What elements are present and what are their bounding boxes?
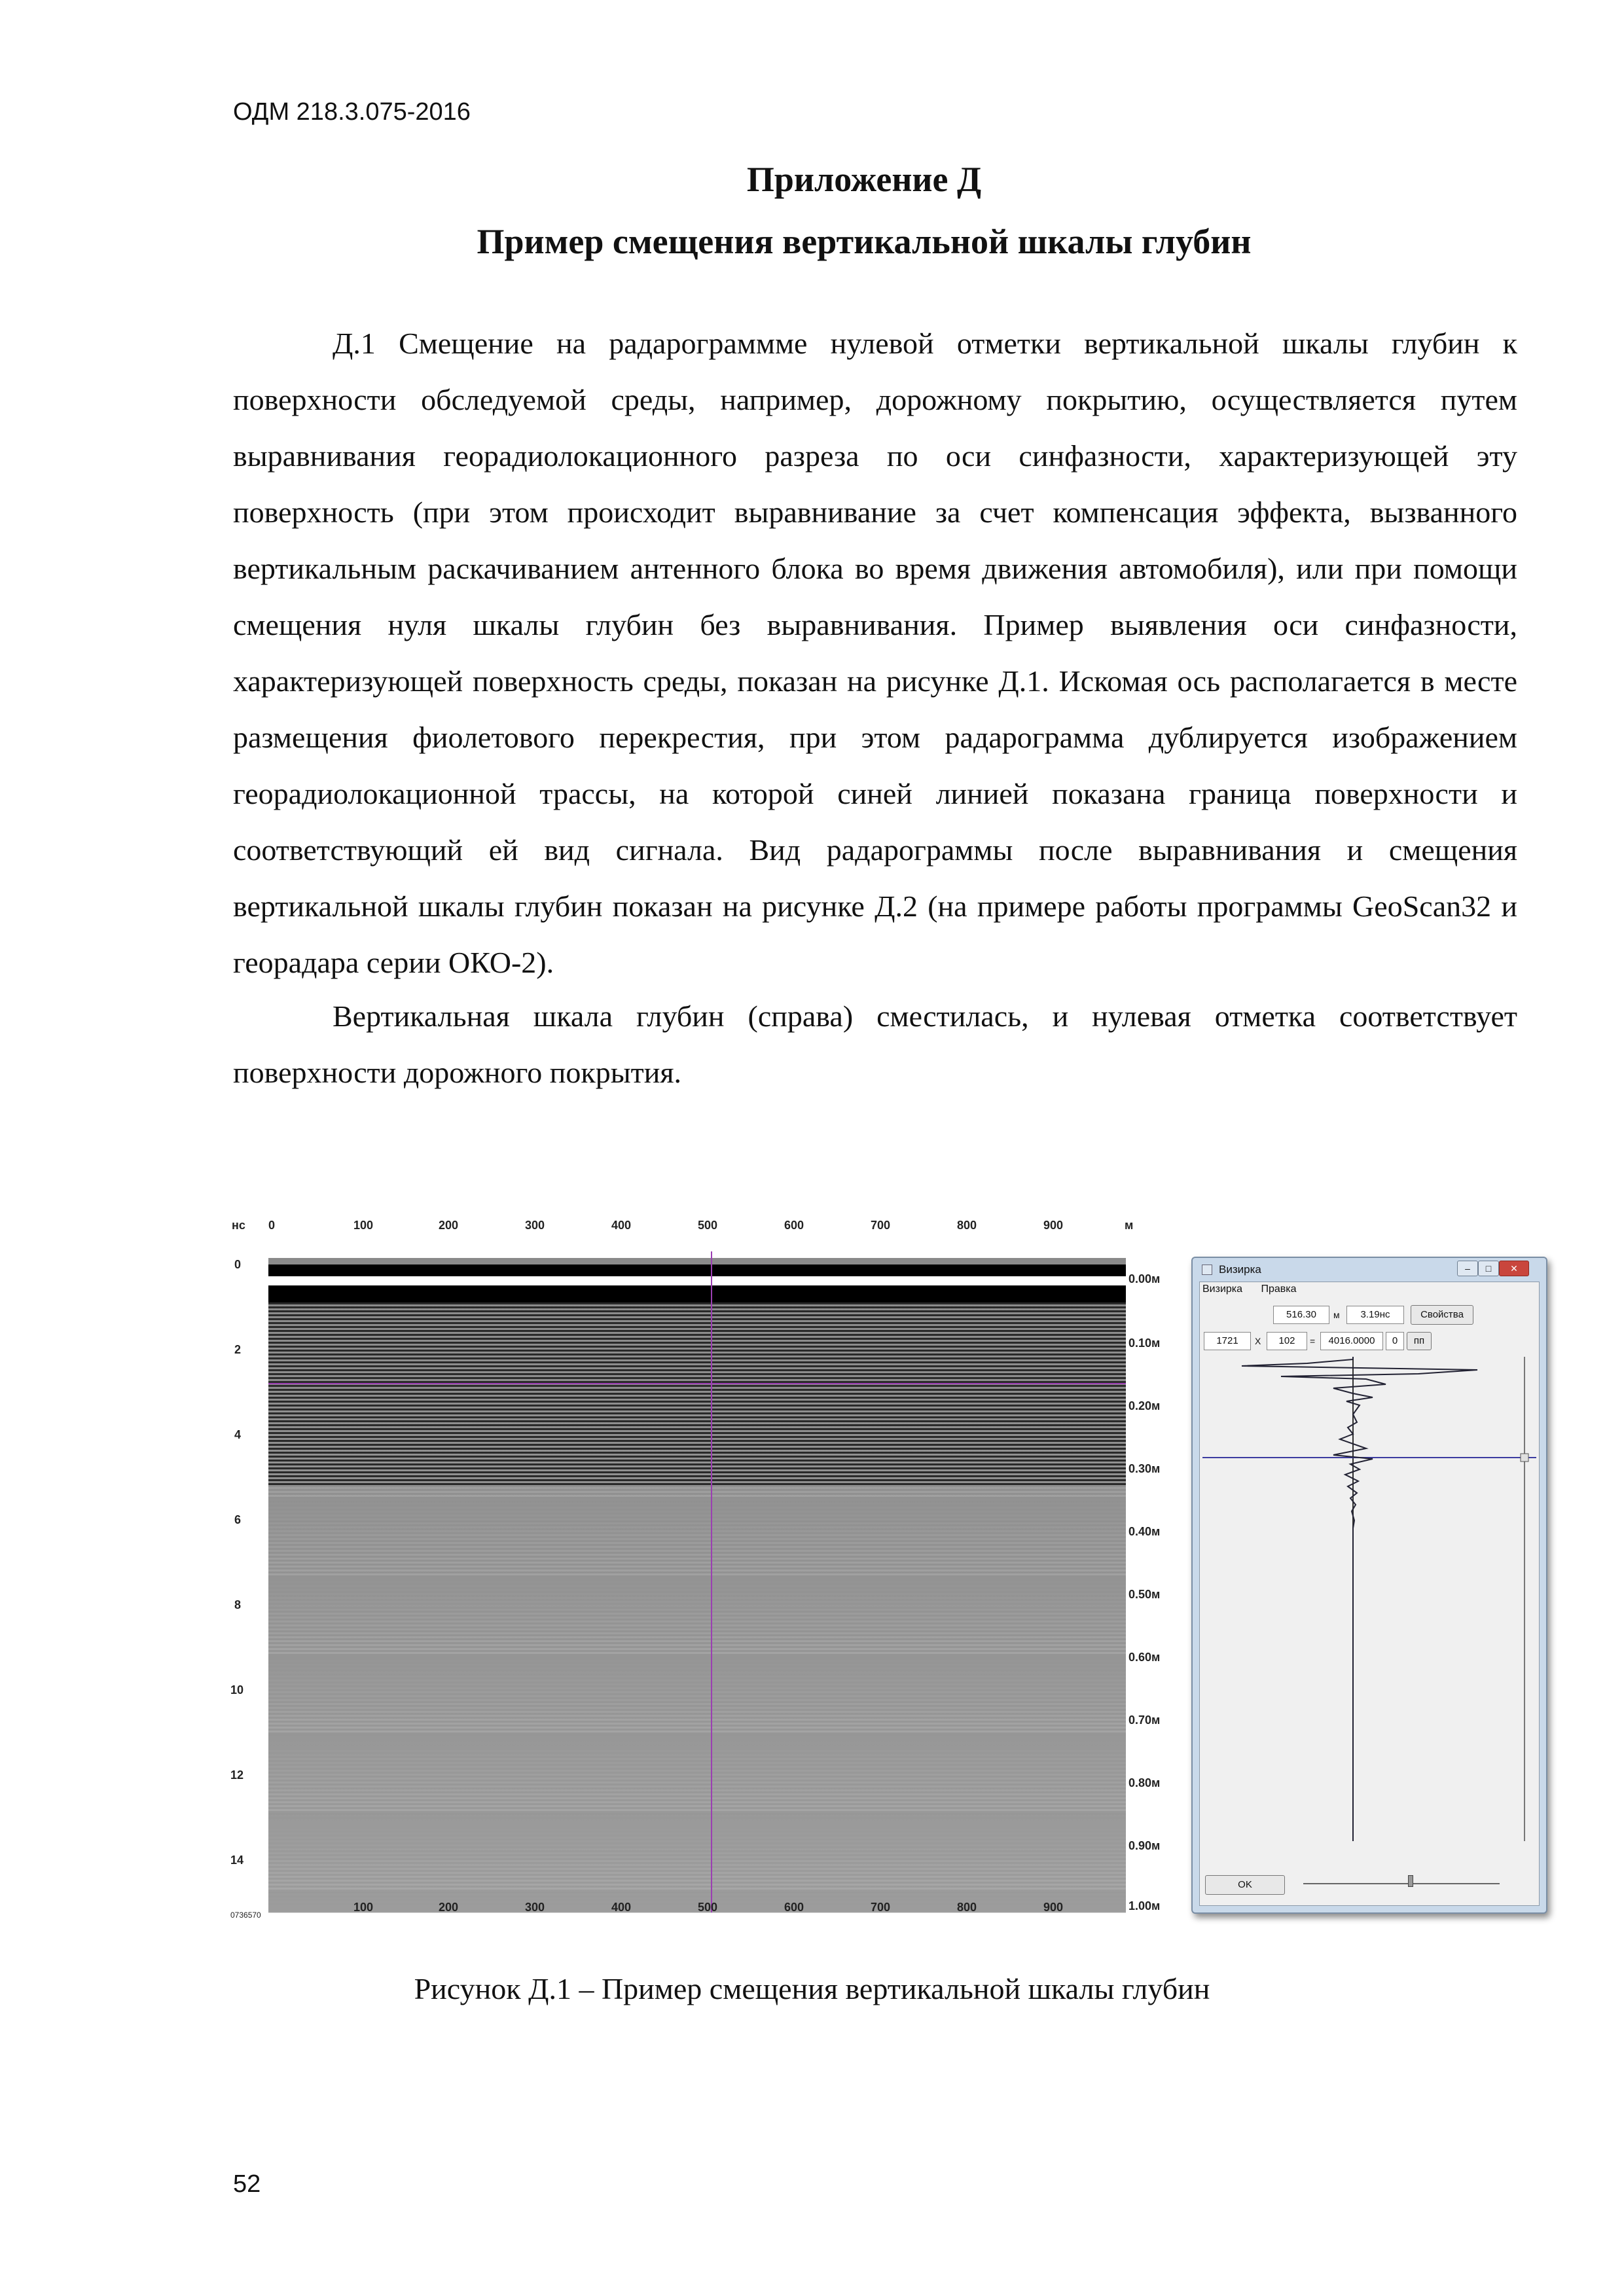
radargram-band — [268, 1597, 1126, 1599]
radargram-band — [268, 1507, 1126, 1509]
paragraph-2-text: Вертикальная шкала глубин (справа) сместилась, и нулевая отметка соответствует поверхности дорожного покрытия. — [233, 999, 1517, 1089]
right-ticks — [1128, 1272, 1160, 1912]
radargram-band — [268, 1538, 1126, 1540]
right-tick: 0.40м — [1128, 1525, 1161, 1538]
unit-button[interactable]: пп — [1407, 1332, 1432, 1350]
left-tick: 2 — [234, 1343, 242, 1356]
radargram-band — [268, 1844, 1126, 1846]
right-tick: 1.00м — [1128, 1899, 1161, 1912]
radargram-band — [268, 1719, 1126, 1721]
radargram-band — [268, 1691, 1126, 1693]
left-tick: 12 — [230, 1768, 244, 1782]
radargram-band — [268, 1699, 1126, 1701]
radargram-band — [268, 1644, 1126, 1646]
minimize-button[interactable]: – — [1457, 1261, 1478, 1276]
field-d[interactable]: 0 — [1386, 1332, 1404, 1350]
radargram-band — [268, 1570, 1126, 1571]
bottom-tick: 600 — [784, 1901, 804, 1914]
top-tick: 700 — [871, 1219, 891, 1232]
bottom-tick: 800 — [957, 1901, 977, 1914]
radargram-band — [268, 1695, 1126, 1697]
bottom-tick: 200 — [439, 1901, 459, 1914]
radargram-band — [268, 1554, 1126, 1556]
radargram-band — [268, 1837, 1126, 1839]
position-unit: м — [1333, 1310, 1340, 1320]
radargram-band — [268, 1785, 1126, 1787]
right-tick: 0.70м — [1128, 1713, 1161, 1727]
menu-pravka[interactable]: Правка — [1261, 1283, 1297, 1295]
radargram-band — [268, 1401, 1126, 1403]
right-tick: 0.10м — [1128, 1336, 1161, 1350]
top-tick: 600 — [784, 1219, 804, 1232]
radargram-band — [268, 1687, 1126, 1689]
radargram-band — [268, 1397, 1126, 1399]
bottom-tick: 500 — [698, 1901, 718, 1914]
radargram-band — [268, 1518, 1126, 1520]
radargram-band — [268, 1624, 1126, 1626]
radargram-band — [268, 1660, 1126, 1662]
radargram-band — [268, 1463, 1126, 1465]
bottom-tick: 100 — [353, 1901, 374, 1914]
menu-vizirka[interactable]: Визирка — [1202, 1283, 1243, 1295]
radargram-band — [268, 1322, 1126, 1324]
radargram-band — [268, 1483, 1126, 1485]
radargram-band — [268, 1825, 1126, 1827]
document-code: ОДМ 218.3.075-2016 — [233, 98, 471, 126]
vizirka-window[interactable] — [1191, 1257, 1547, 1914]
radargram-band — [268, 1652, 1126, 1654]
right-tick: 0.20м — [1128, 1399, 1161, 1412]
trace-plot — [1202, 1357, 1536, 1841]
radargram-band — [268, 1731, 1126, 1732]
left-tick: 4 — [234, 1428, 242, 1441]
bottom-tick: 400 — [611, 1901, 632, 1914]
radargram-band — [268, 1672, 1126, 1674]
surface-band-1 — [268, 1265, 1126, 1276]
radargram-band — [268, 1770, 1126, 1772]
radargram-band — [268, 1613, 1126, 1615]
corner-label: 0736570 — [230, 1910, 261, 1918]
radargram-band — [268, 1522, 1126, 1524]
properties-button[interactable]: Свойства — [1411, 1305, 1473, 1325]
radargram-band — [268, 1499, 1126, 1501]
ok-button[interactable]: OK — [1205, 1875, 1285, 1895]
radargram-band — [268, 1589, 1126, 1591]
appendix-subtitle: Пример смещения вертикальной шкалы глубин — [477, 222, 1252, 261]
radargram-band — [268, 1432, 1126, 1434]
radargram-band — [268, 1354, 1126, 1355]
radargram-band — [268, 1302, 1126, 1304]
radargram-band — [268, 1868, 1126, 1870]
radargram-band — [268, 1428, 1126, 1430]
radargram-band — [268, 1593, 1126, 1595]
field-x-label: X — [1255, 1336, 1261, 1346]
radargram-band — [268, 1487, 1126, 1489]
radargram-band — [268, 1774, 1126, 1776]
radargram-band — [268, 1342, 1126, 1344]
radargram-band — [268, 1420, 1126, 1422]
radargram-band — [268, 1805, 1126, 1807]
radargram-band — [268, 1350, 1126, 1352]
vizirka-title: Визирка — [1219, 1263, 1261, 1276]
radargram-band — [268, 1884, 1126, 1886]
scroll-thumb — [1521, 1454, 1528, 1462]
radargram-band — [268, 1640, 1126, 1642]
radargram-band — [268, 1436, 1126, 1438]
radargram-band — [268, 1899, 1126, 1901]
radargram-band — [268, 1888, 1126, 1890]
left-tick: 10 — [230, 1683, 244, 1696]
radargram-band — [268, 1475, 1126, 1477]
radargram-band — [268, 1334, 1126, 1336]
radargram-band — [268, 1707, 1126, 1709]
radargram-band — [268, 1314, 1126, 1316]
axis-unit-m: м — [1125, 1219, 1134, 1232]
top-tick: 900 — [1043, 1219, 1064, 1232]
radargram-band — [268, 1310, 1126, 1312]
radargram-band — [268, 1515, 1126, 1516]
radargram-band — [268, 1809, 1126, 1811]
radargram-band — [268, 1605, 1126, 1607]
radargram-band — [268, 1813, 1126, 1815]
top-tick: 0 — [268, 1219, 276, 1232]
left-tick: 8 — [234, 1598, 242, 1611]
field-b[interactable]: 102 — [1267, 1332, 1307, 1350]
radargram-band — [268, 1460, 1126, 1462]
radargram-band — [268, 1526, 1126, 1528]
radargram-band — [268, 1821, 1126, 1823]
radargram-band — [268, 1491, 1126, 1493]
radargram-band — [268, 1566, 1126, 1568]
radargram-band — [268, 1511, 1126, 1513]
paragraph-1-text: Д.1 Смещение на радарограммме нулевой отметки вертикальной шкалы глубин к поверхности обследуемой среды, например, дорожному покрытию, осуществляется путем выравнивания георадиолокационного разреза по оси синфазности, характеризующей эту поверхность (при этом происходит выравнивание за счет компенсация эффекта, вызванного вертикальным раскачиванием антенного блока во время движения автомобиля), или при помощи смещения нуля шкалы глубин без выравнивания. Пример выявления оси синфазности, характеризующей поверхность среды, показан на рисунке Д.1. Искомая ось располагается в месте размещения фиолетового перекрестия, при этом радарограмма дублируется изображением георадиолокационной трассы, на которой синей линией показана граница поверхности и соответствующий ей вид сигнала. Вид радарограммы после выравнивания и смещения вертикальной шкалы глубин показан на рисунке Д.2 (на примере работы программы GeoScan32 и георадара серии ОКО-2). — [233, 327, 1517, 979]
radargram-band — [268, 1782, 1126, 1784]
radargram-band — [268, 1369, 1126, 1371]
radargram-band — [268, 1860, 1126, 1862]
radargram-band — [268, 1668, 1126, 1670]
surface-band-2 — [268, 1285, 1126, 1302]
radargram-band — [268, 1330, 1126, 1332]
radargram-band — [268, 1758, 1126, 1760]
page-number: 52 — [233, 2170, 261, 2198]
radargram-band — [268, 1546, 1126, 1548]
radargram-band — [268, 1778, 1126, 1780]
radargram-band — [268, 1903, 1126, 1905]
radargram-band — [268, 1738, 1126, 1740]
field-a[interactable]: 1721 — [1204, 1332, 1251, 1350]
radargram-band — [268, 1448, 1126, 1450]
radargram-band — [268, 1416, 1126, 1418]
radargram-band — [268, 1452, 1126, 1454]
radargram-band — [268, 1880, 1126, 1882]
top-ticks — [268, 1219, 1063, 1232]
radargram-band — [268, 1664, 1126, 1666]
radargram-band — [268, 1750, 1126, 1752]
top-tick: 500 — [698, 1219, 718, 1232]
radargram-band — [268, 1715, 1126, 1717]
radargram-band — [268, 1601, 1126, 1603]
radargram-band — [268, 1628, 1126, 1630]
radargram-band — [268, 1609, 1126, 1611]
radargram-band — [268, 1895, 1126, 1897]
radargram-band — [268, 1542, 1126, 1544]
radargram-band — [268, 1703, 1126, 1705]
radargram-band — [268, 1762, 1126, 1764]
radargram-band — [268, 1789, 1126, 1791]
radargram-band — [268, 1632, 1126, 1634]
radargram-band — [268, 1797, 1126, 1799]
vizirka-client — [1199, 1282, 1540, 1906]
right-tick: 0.90м — [1128, 1839, 1161, 1852]
right-tick: 0.60м — [1128, 1651, 1161, 1664]
right-tick: 0.30м — [1128, 1462, 1161, 1475]
radargram-band — [268, 1577, 1126, 1579]
radargram-band — [268, 1389, 1126, 1391]
appendix-title: Приложение Д — [746, 160, 982, 199]
axis-unit-ns: нс — [232, 1219, 245, 1232]
radargram-band — [268, 1679, 1126, 1681]
radargram-band — [268, 1440, 1126, 1442]
radargram-band — [268, 1727, 1126, 1729]
position-field[interactable]: 516.30 — [1273, 1306, 1329, 1324]
radargram-band — [268, 1530, 1126, 1532]
radargram-band — [268, 1361, 1126, 1363]
signal-trace — [1242, 1357, 1477, 1841]
radargram-band — [268, 1711, 1126, 1713]
radargram-band — [268, 1381, 1126, 1383]
radargram-band — [268, 1911, 1126, 1913]
radargram-band — [268, 1746, 1126, 1748]
radargram-band — [268, 1318, 1126, 1320]
radargram-band — [268, 1393, 1126, 1395]
left-tick: 0 — [234, 1258, 242, 1271]
radargram-band — [268, 1408, 1126, 1410]
radargram-band — [268, 1456, 1126, 1458]
bottom-tick: 700 — [871, 1901, 891, 1914]
radargram-band — [268, 1840, 1126, 1842]
radargram-band — [268, 1373, 1126, 1375]
radargram-band — [268, 1357, 1126, 1359]
maximize-button[interactable]: □ — [1478, 1261, 1499, 1276]
surface-gap — [268, 1276, 1126, 1285]
bottom-tick: 300 — [525, 1901, 545, 1914]
vizirka-menubar — [1202, 1283, 1312, 1295]
radargram-band — [268, 1636, 1126, 1638]
radargram-band — [268, 1829, 1126, 1831]
radargram-band — [268, 1585, 1126, 1587]
radargram-band — [268, 1621, 1126, 1623]
radargram-band — [268, 1346, 1126, 1348]
radargram-band — [268, 1766, 1126, 1768]
radargram-band — [268, 1306, 1126, 1308]
field-c[interactable]: 4016.0000 — [1320, 1332, 1383, 1350]
top-tick: 400 — [611, 1219, 632, 1232]
radargram-band — [268, 1907, 1126, 1909]
paragraph-1 — [233, 315, 1517, 991]
radargram-band — [268, 1562, 1126, 1564]
radargram-band — [268, 1424, 1126, 1426]
radargram-band — [268, 1405, 1126, 1407]
radargram-band — [268, 1365, 1126, 1367]
radargram-band — [268, 1848, 1126, 1850]
radargram — [229, 1211, 1178, 1918]
figure-caption: Рисунок Д.1 – Пример смещения вертикальной шкалы глубин — [414, 1972, 1210, 2005]
time-field[interactable]: 3.19нс — [1346, 1306, 1404, 1324]
radargram-band — [268, 1742, 1126, 1744]
radargram-band — [268, 1754, 1126, 1756]
right-tick: 0.80м — [1128, 1776, 1161, 1789]
top-tick: 300 — [525, 1219, 545, 1232]
top-tick: 200 — [439, 1219, 459, 1232]
radargram-band — [268, 1852, 1126, 1854]
gain-slider-handle[interactable] — [1408, 1875, 1413, 1887]
close-button[interactable]: ✕ — [1499, 1261, 1529, 1276]
radargram-band — [268, 1676, 1126, 1677]
radargram-band — [268, 1479, 1126, 1481]
radargram-band — [268, 1338, 1126, 1340]
gain-slider[interactable] — [1303, 1883, 1500, 1884]
radargram-band — [268, 1495, 1126, 1497]
radargram-band — [268, 1856, 1126, 1858]
left-ticks — [230, 1258, 244, 1867]
radargram-band — [268, 1534, 1126, 1536]
radargram-band — [268, 1876, 1126, 1878]
radargram-band — [268, 1892, 1126, 1893]
field-eq-label: = — [1310, 1336, 1316, 1346]
radargram-band — [268, 1412, 1126, 1414]
radargram-band — [268, 1833, 1126, 1835]
radargram-band — [268, 1326, 1126, 1328]
radargram-band — [268, 1648, 1126, 1650]
radargram-band — [268, 1581, 1126, 1583]
radargram-band — [268, 1503, 1126, 1505]
right-tick: 0.50м — [1128, 1588, 1161, 1601]
radargram-band — [268, 1444, 1126, 1446]
bottom-tick: 900 — [1043, 1901, 1064, 1914]
radargram-band — [268, 1723, 1126, 1725]
radargram-band — [268, 1471, 1126, 1473]
radargram-band — [268, 1864, 1126, 1866]
radargram-band — [268, 1617, 1126, 1619]
window-icon — [1202, 1265, 1212, 1275]
radargram-band — [268, 1801, 1126, 1803]
radargram-band — [268, 1683, 1126, 1685]
radargram-band — [268, 1817, 1126, 1819]
left-tick: 6 — [234, 1513, 242, 1526]
radargram-band — [268, 1558, 1126, 1560]
radargram-band — [268, 1385, 1126, 1387]
radargram-band — [268, 1872, 1126, 1874]
radargram-band — [268, 1550, 1126, 1552]
radargram-band — [268, 1467, 1126, 1469]
radargram-band — [268, 1656, 1126, 1658]
right-tick: 0.00м — [1128, 1272, 1161, 1285]
paragraph-2 — [233, 988, 1517, 1101]
radargram-band — [268, 1793, 1126, 1795]
vizirka-titlebar[interactable] — [1193, 1258, 1546, 1282]
radargram-band — [268, 1377, 1126, 1379]
top-tick: 100 — [353, 1219, 374, 1232]
radargram-band — [268, 1573, 1126, 1575]
radargram-band — [268, 1734, 1126, 1736]
top-tick: 800 — [957, 1219, 977, 1232]
left-tick: 14 — [230, 1854, 244, 1867]
